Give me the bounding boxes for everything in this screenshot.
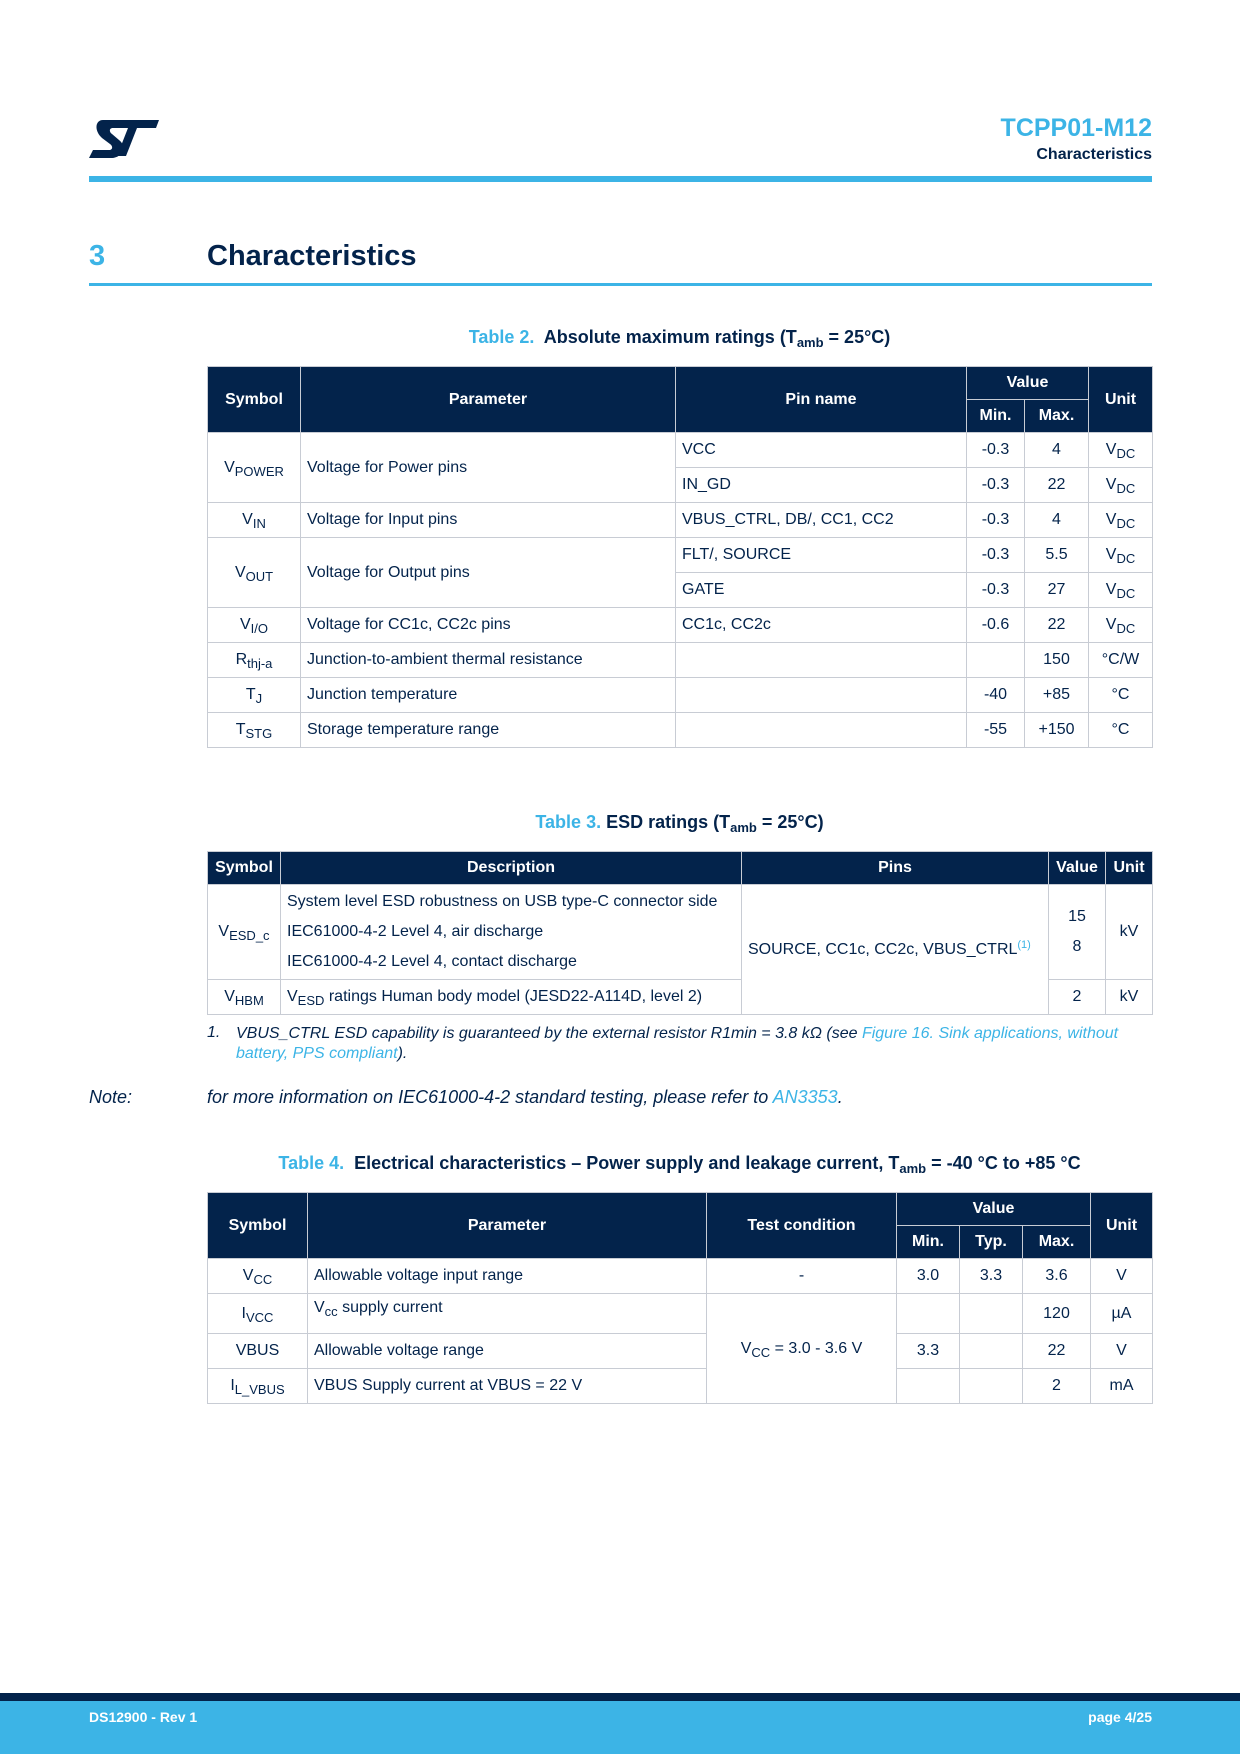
min-cell: -0.3 xyxy=(967,503,1025,538)
pin-cell: VBUS_CTRL, DB/, CC1, CC2 xyxy=(676,503,967,538)
symbol-cell: $V_{ESD\_c}$ xyxy=(208,885,281,980)
table-row xyxy=(208,1334,1153,1369)
col-test-condition: Test condition xyxy=(707,1193,897,1259)
symbol-cell: $R_{thj-a}$ xyxy=(208,643,301,678)
table3-caption xyxy=(207,812,1152,833)
max-cell: +85 xyxy=(1025,678,1089,713)
symbol-cell: $I_{VCC}$ xyxy=(208,1294,308,1334)
max-cell: 3.6 xyxy=(1023,1259,1091,1294)
symbol-cell: VBUS xyxy=(208,1334,308,1369)
note-text: for more information on IEC61000-4-2 standard testing, please refer to AN3353. xyxy=(207,1087,843,1107)
parameter-cell: VBUS Supply current at VBUS = 22 V xyxy=(308,1369,707,1404)
electrical-characteristics-table xyxy=(207,1192,1153,1404)
table4-caption-sub: amb xyxy=(899,1161,927,1176)
table-row xyxy=(208,643,1153,678)
table2-caption-end: = 25°C) xyxy=(823,327,891,347)
pin-cell: VCC xyxy=(676,433,967,468)
min-cell: -0.3 xyxy=(967,538,1025,573)
min-cell xyxy=(897,1369,960,1404)
col-symbol: Symbol xyxy=(208,367,301,433)
st-logo-icon xyxy=(89,118,159,160)
table-row xyxy=(208,885,1153,980)
unit-cell: V xyxy=(1091,1259,1153,1294)
max-cell: 150 xyxy=(1025,643,1089,678)
pin-cell xyxy=(676,678,967,713)
col-pins: Pins xyxy=(742,852,1049,885)
parameter-cell: $V_{cc}$ supply current xyxy=(308,1294,707,1334)
unit-cell: $V_{DC}$ xyxy=(1089,433,1153,468)
min-cell: -0.3 xyxy=(967,573,1025,608)
table2-caption xyxy=(207,327,1152,348)
value-cell: 2 xyxy=(1049,980,1106,1015)
max-cell: 4 xyxy=(1025,503,1089,538)
col-value: Value xyxy=(1049,852,1106,885)
min-cell xyxy=(897,1294,960,1334)
unit-cell: $V_{DC}$ xyxy=(1089,503,1153,538)
min-cell: -0.3 xyxy=(967,433,1025,468)
pin-cell: IN_GD xyxy=(676,468,967,503)
footnote-ref[interactable]: (1) xyxy=(1017,938,1031,951)
pin-cell xyxy=(676,643,967,678)
unit-cell: kV xyxy=(1106,885,1153,980)
table-row xyxy=(208,678,1153,713)
section-title: Characteristics xyxy=(207,240,417,272)
col-pin-name: Pin name xyxy=(676,367,967,433)
table-row xyxy=(208,1259,1153,1294)
parameter-cell: Allowable voltage range xyxy=(308,1334,707,1369)
unit-cell: °C xyxy=(1089,678,1153,713)
document-title: TCPP01-M12 xyxy=(1000,114,1152,142)
table-row xyxy=(208,1369,1153,1404)
description-cell: System level ESD robustness on USB type-C connector side IEC61000-4-2 Level 4, air discharge IEC61000-4-2 Level 4, contact discharge xyxy=(281,885,742,980)
table3-caption-text: ESD ratings (T xyxy=(606,812,731,832)
typ-cell: 3.3 xyxy=(960,1259,1023,1294)
table-row xyxy=(208,538,1153,573)
test-condition-cell: $V_{CC} = 3.0 - 3.6$ V xyxy=(707,1294,897,1404)
unit-cell: kV xyxy=(1106,980,1153,1015)
col-unit: Unit xyxy=(1089,367,1153,433)
parameter-cell: Junction temperature xyxy=(301,678,676,713)
min-cell: -0.3 xyxy=(967,468,1025,503)
max-cell: 22 xyxy=(1025,468,1089,503)
table-row xyxy=(208,608,1153,643)
typ-cell xyxy=(960,1369,1023,1404)
esd-ratings-table xyxy=(207,851,1153,1015)
parameter-cell: Voltage for CC1c, CC2c pins xyxy=(301,608,676,643)
absolute-max-ratings-table xyxy=(207,366,1153,748)
parameter-cell: Voltage for Power pins xyxy=(301,433,676,503)
parameter-cell: Voltage for Output pins xyxy=(301,538,676,608)
max-cell: 120 xyxy=(1023,1294,1091,1334)
unit-cell: $V_{DC}$ xyxy=(1089,573,1153,608)
document-section: Characteristics xyxy=(1036,146,1152,163)
unit-cell: °C xyxy=(1089,713,1153,748)
symbol-cell: $V_{IN}$ xyxy=(208,503,301,538)
table4-caption-number: Table 4. xyxy=(278,1153,345,1173)
unit-cell: V xyxy=(1091,1334,1153,1369)
note-label: Note: xyxy=(89,1087,133,1107)
min-cell: -40 xyxy=(967,678,1025,713)
symbol-cell: $T_{STG}$ xyxy=(208,713,301,748)
pin-cell: FLT/, SOURCE xyxy=(676,538,967,573)
symbol-cell: $T_J$ xyxy=(208,678,301,713)
table4-caption-text: Electrical characteristics – Power supply and leakage current, T xyxy=(354,1153,900,1173)
col-unit: Unit xyxy=(1091,1193,1153,1259)
table4-caption-end: = -40 °C to +85 °C xyxy=(926,1153,1081,1173)
symbol-cell: $V_{POWER}$ xyxy=(208,433,301,503)
table-row xyxy=(208,1294,1153,1334)
section-number: 3 xyxy=(89,240,106,272)
value-cell: 15 8 xyxy=(1049,885,1106,980)
typ-cell xyxy=(960,1294,1023,1334)
parameter-cell: Voltage for Input pins xyxy=(301,503,676,538)
table-row xyxy=(208,503,1153,538)
footnote-text: VBUS_CTRL ESD capability is guaranteed by the external resistor R1min = 3.8 kΩ (see Figure 16. Sink applications, without battery, PPS compliant). xyxy=(236,1025,1119,1062)
footer-rule xyxy=(0,1693,1240,1701)
symbol-cell: $V_{I/O}$ xyxy=(208,608,301,643)
figure-link[interactable]: Figure 16. Sink applications, without battery, PPS compliant xyxy=(236,1025,1119,1062)
min-cell xyxy=(967,643,1025,678)
max-cell: +150 xyxy=(1025,713,1089,748)
table-row xyxy=(208,433,1153,468)
col-symbol: Symbol xyxy=(208,852,281,885)
min-cell: -55 xyxy=(967,713,1025,748)
symbol-cell: $V_{CC}$ xyxy=(208,1259,308,1294)
symbol-cell: $V_{OUT}$ xyxy=(208,538,301,608)
table3-caption-number: Table 3. xyxy=(535,812,602,832)
min-cell: -0.6 xyxy=(967,608,1025,643)
min-cell: 3.0 xyxy=(897,1259,960,1294)
document-revision: DS12900 - Rev 1 xyxy=(89,1709,198,1725)
pin-cell: CC1c, CC2c xyxy=(676,608,967,643)
unit-cell: °C/W xyxy=(1089,643,1153,678)
parameter-cell: Allowable voltage input range xyxy=(308,1259,707,1294)
pin-cell xyxy=(676,713,967,748)
col-parameter: Parameter xyxy=(301,367,676,433)
header-rule xyxy=(89,176,1152,182)
col-parameter: Parameter xyxy=(308,1193,707,1259)
symbol-cell: $I_{L\_VBUS}$ xyxy=(208,1369,308,1404)
col-description: Description xyxy=(281,852,742,885)
max-cell: 22 xyxy=(1025,608,1089,643)
min-cell: 3.3 xyxy=(897,1334,960,1369)
pin-cell: GATE xyxy=(676,573,967,608)
max-cell: 2 xyxy=(1023,1369,1091,1404)
parameter-cell: Junction-to-ambient thermal resistance xyxy=(301,643,676,678)
description-cell: $V_{ESD}$ ratings Human body model (JESD22-A114D, level 2) xyxy=(281,980,742,1015)
max-cell: 4 xyxy=(1025,433,1089,468)
footnote-number: 1. xyxy=(207,1024,221,1041)
col-min: Min. xyxy=(967,400,1025,433)
parameter-cell: Storage temperature range xyxy=(301,713,676,748)
unit-cell: $V_{DC}$ xyxy=(1089,468,1153,503)
col-unit: Unit xyxy=(1106,852,1153,885)
col-typ: Typ. xyxy=(960,1226,1023,1259)
col-max: Max. xyxy=(1023,1226,1091,1259)
table4-caption xyxy=(207,1153,1152,1174)
an3353-link[interactable]: AN3353 xyxy=(772,1087,838,1107)
table2-caption-number: Table 2. xyxy=(468,327,535,347)
unit-cell: $V_{DC}$ xyxy=(1089,538,1153,573)
unit-cell: $V_{DC}$ xyxy=(1089,608,1153,643)
pins-cell: SOURCE, CC1c, CC2c, VBUS_CTRL$^{(1)}$ xyxy=(742,885,1049,1015)
typ-cell xyxy=(960,1334,1023,1369)
unit-cell: mA xyxy=(1091,1369,1153,1404)
max-cell: 22 xyxy=(1023,1334,1091,1369)
max-cell: 5.5 xyxy=(1025,538,1089,573)
col-symbol: Symbol xyxy=(208,1193,308,1259)
table2-caption-sub: amb xyxy=(796,335,824,350)
symbol-cell: $V_{HBM}$ xyxy=(208,980,281,1015)
col-min: Min. xyxy=(897,1226,960,1259)
table3-caption-end: = 25°C) xyxy=(756,812,824,832)
table-row xyxy=(208,713,1153,748)
col-value: Value xyxy=(967,367,1089,400)
max-cell: 27 xyxy=(1025,573,1089,608)
table2-caption-text: Absolute maximum ratings (T xyxy=(543,327,797,347)
col-value: Value xyxy=(897,1193,1091,1226)
page-number: page 4/25 xyxy=(1088,1709,1152,1725)
table3-caption-sub: amb xyxy=(730,820,757,835)
col-max: Max. xyxy=(1025,400,1089,433)
section-rule xyxy=(89,283,1152,286)
unit-cell: µA xyxy=(1091,1294,1153,1334)
test-condition-cell: - xyxy=(707,1259,897,1294)
